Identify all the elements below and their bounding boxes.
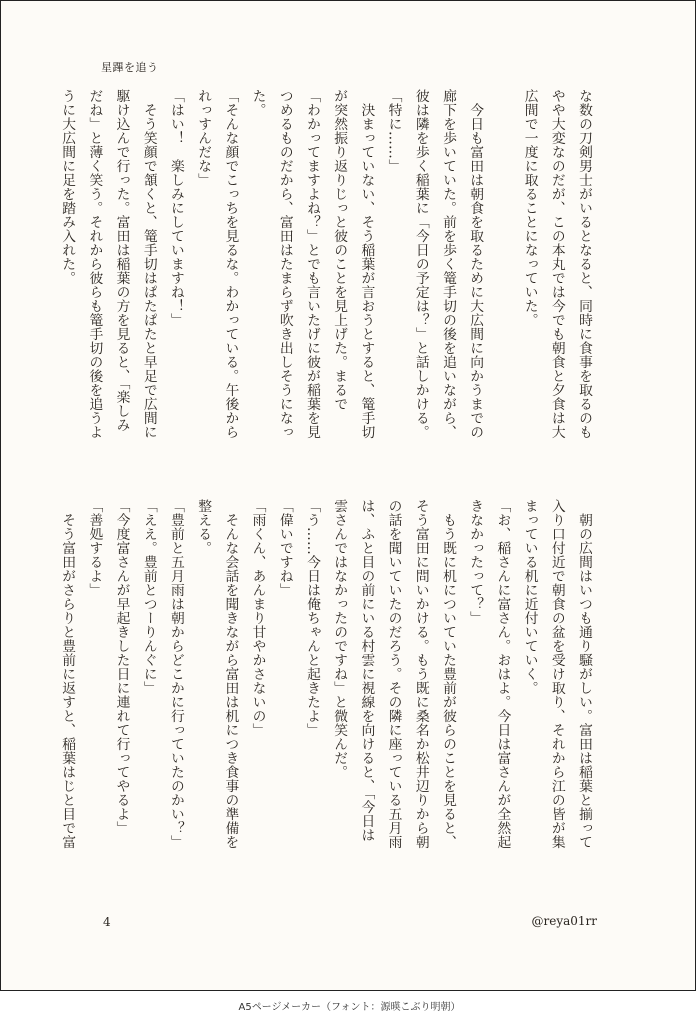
upper-text-block: な数の刀剣男士がいるとなると、同時に食事を取るのも やや大変なのだが、この本丸では今でも朝食と夕食は大 広間で一度に取ることになっていた。 今日も富田は朝食を取るために大広間に向かうまでの 廊下を歩いていた。前を歩く篭手切の後を追いながら、 彼は隣を歩く稲葉に「今日の予定は？」と話しかける。 「特に……」 決まっていない、そう稲葉が言おうとすると、篭手切 が突然振り返りじっと彼のことを見上げた。まるで 「わかってますよね？」とでも言いたげに彼が稲葉を見 つめるものだから、富田はたまらず吹き出しそうになっ た。 「そんな顔でこっちを見るな。わかっている。午後から れっすんだな」 「はい！ 楽しみにしていますね！」 そう笑顔で頷くと、篭手切はぱたぱたと早足で広間に 駆け込んで行った。富田は稲葉の方を見ると、「楽しみ だね」と薄く笑う。それから彼らも篭手切の後を追うよ うに大広間に足を踏み入れた。 [59,89,592,439]
author-handle: @reya01rr [531,914,597,928]
generator-caption: A5ページメーカー（フォント：源暎こぶり明朝） [238,1002,461,1013]
page-number: 4 [103,915,111,929]
lower-text-block: 朝の広間はいつも通り騒がしい。富田は稲葉と揃って 入り口付近で朝食の盆を受け取り、それから江の皆が集 まっている机に近付いていく。 「お、稲さんに富さん。おはよ。今日は富さんが全然起 きなかったって？」 もう既に机についていた豊前が彼らのことを見ると、 そう富田に問いかける。もう既に桑名か松井辺りから朝 の話を聞いていたのだろう。その隣に座っている五月雨 は、ふと目の前にいる村雲に視線を向けると、「今日は 雲さんではなかったのですね」と微笑んだ。 「う……今日は俺ちゃんと起きたよ」 「偉いですね」 「雨くん、あんまり甘やかさないの」 そんな会話を聞きながら富田は机につき食事の準備を 整える。 「豊前と五月雨は朝からどこかに行っていたのかい？」 「ええ。豊前とつーりんぐに」 「今度富さんが早起きした日に連れて行ってやるよ」 「善処するよ」 そう富田がさらりと豊前に返すと、稲葉はじと目で富 [59,499,592,849]
running-header: 星蹕を追う [101,61,159,74]
